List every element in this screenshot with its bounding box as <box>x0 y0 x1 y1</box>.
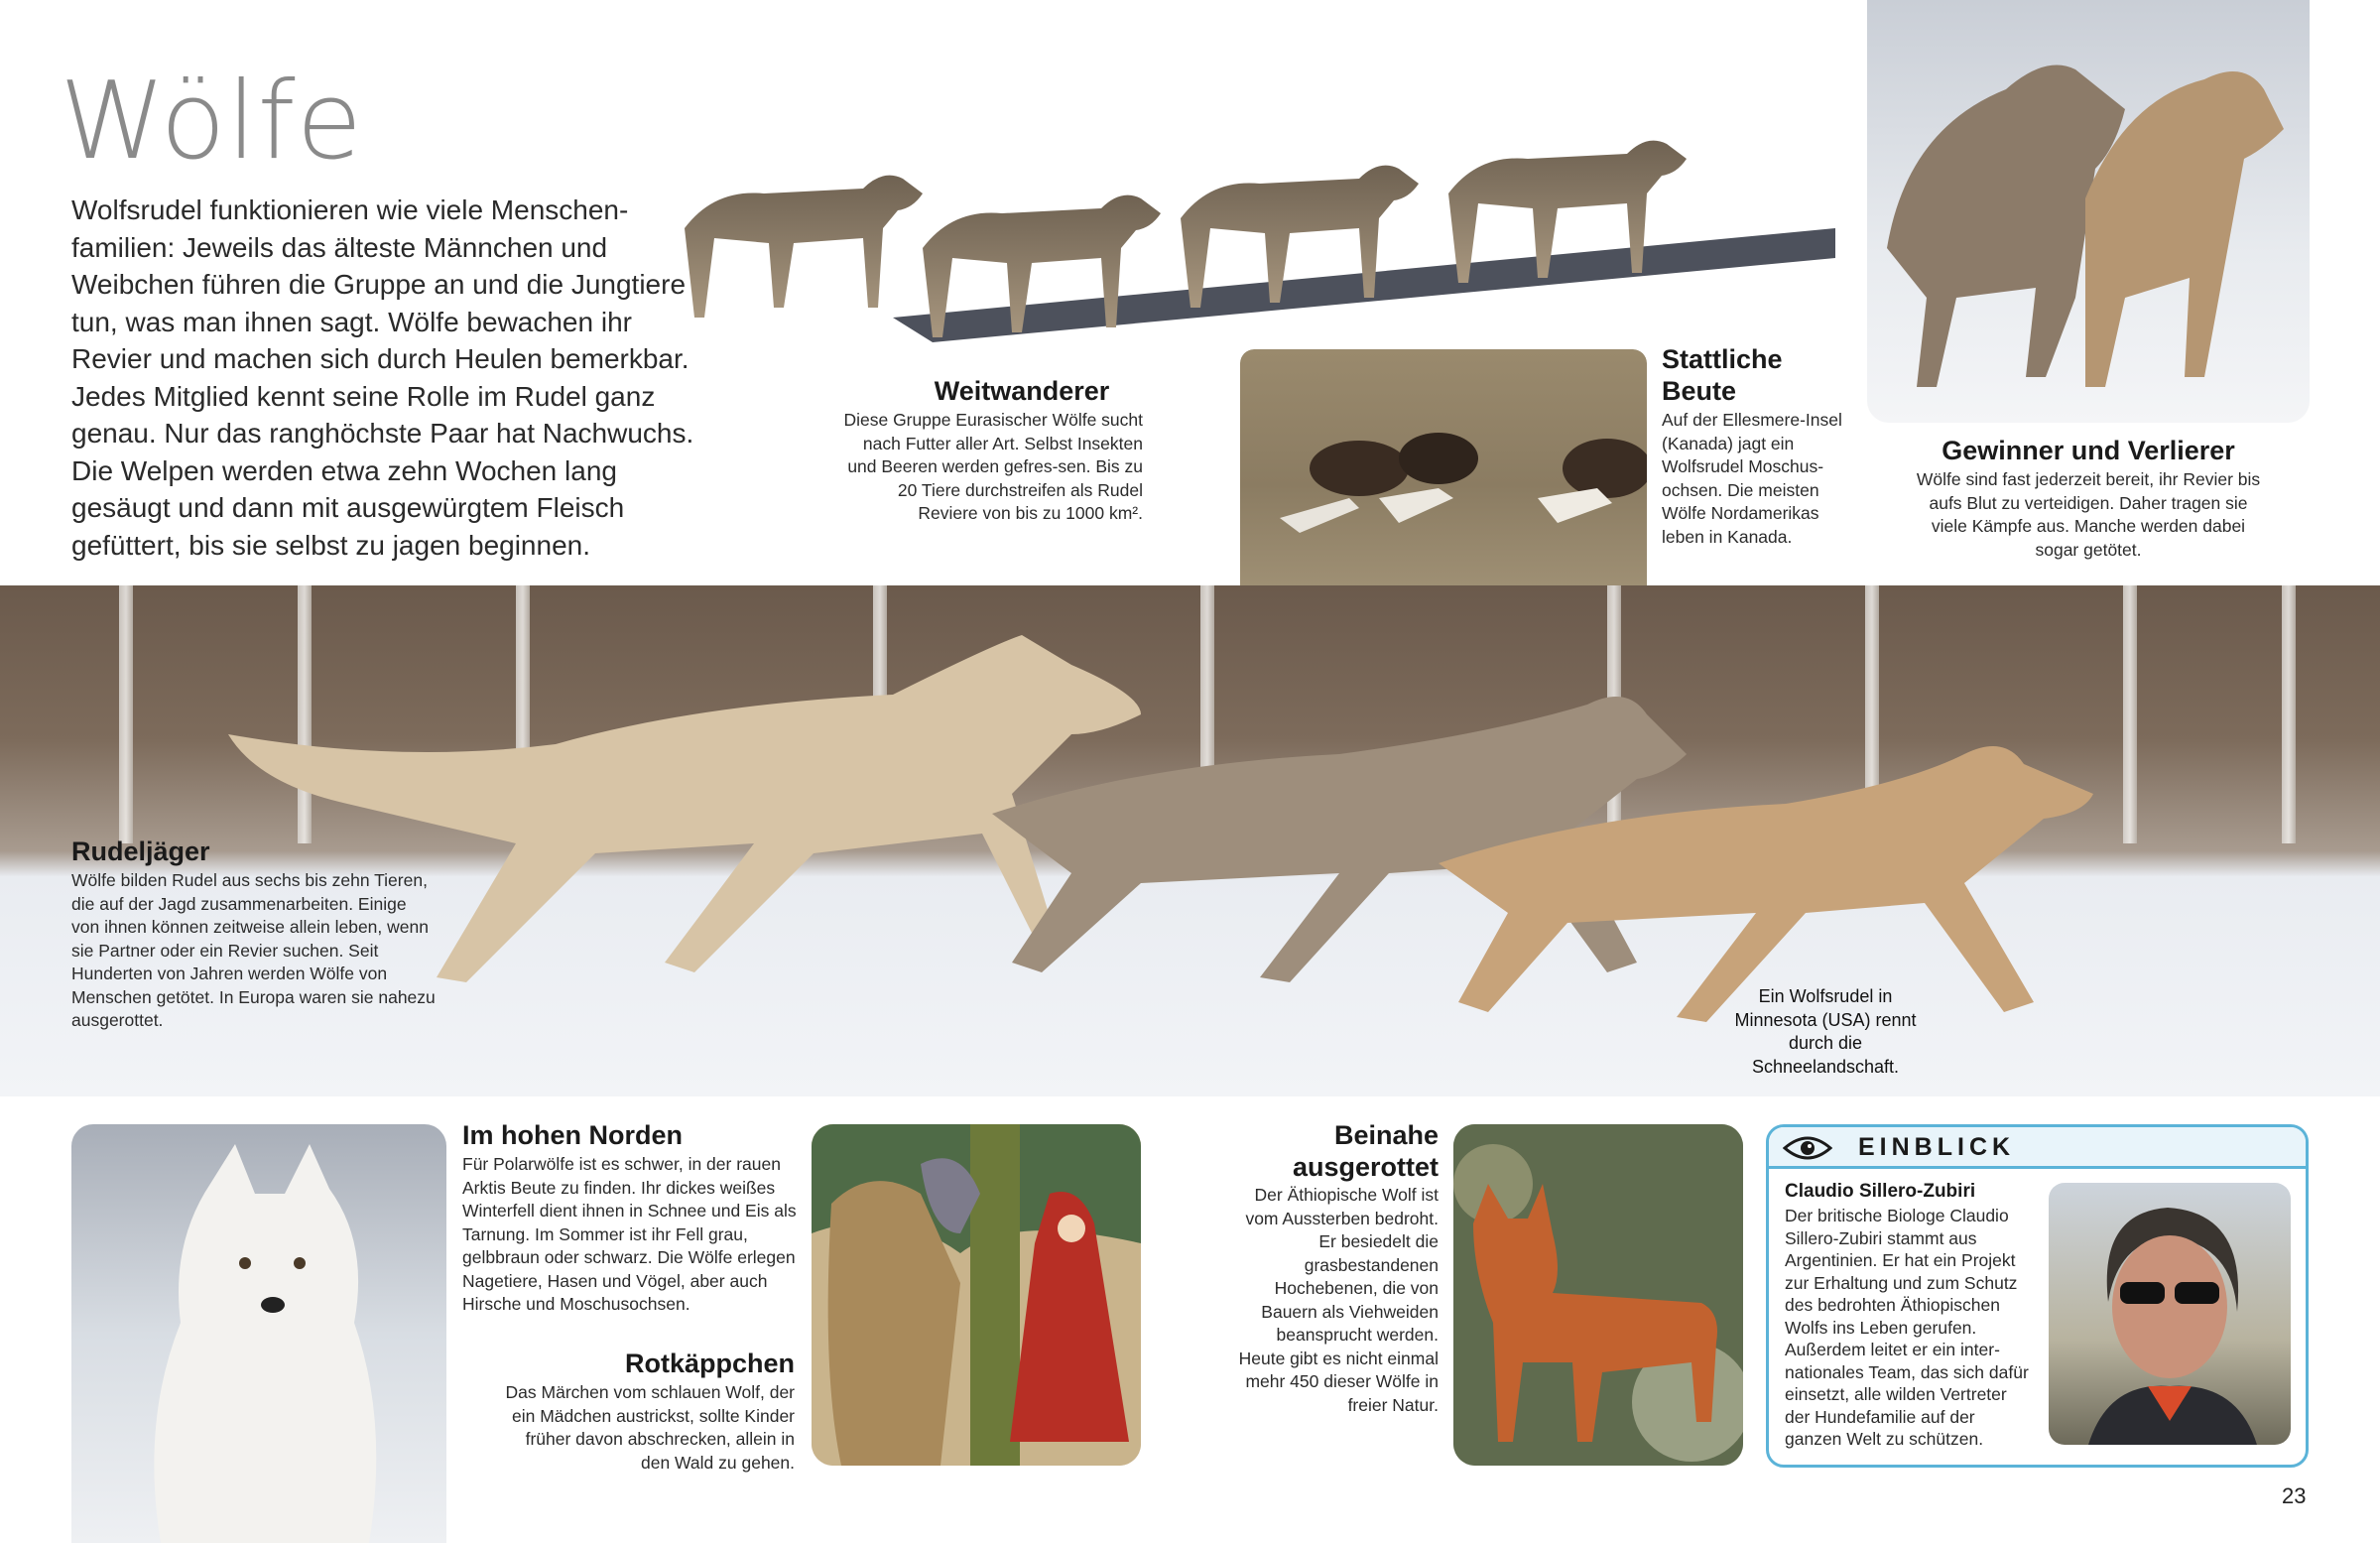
rotkaeppchen-heading: Rotkäppchen <box>624 1349 795 1378</box>
portrait-photo <box>2049 1183 2291 1445</box>
weitwanderer-text: Diese Gruppe Eurasischer Wölfe sucht nach Futter aller Art. Selbst Insekten und Beeren werden gefres-sen. Bis zu 20 Tiere durchstreifen als Rudel Reviere von bis zu 1000 km². <box>843 410 1143 523</box>
arctic-wolf-image <box>71 1124 446 1543</box>
page-title: Wölfe <box>60 60 364 184</box>
gewinner-heading: Gewinner und Verlierer <box>1942 436 2235 465</box>
stattliche-text: Auf der Ellesmere-Insel (Kanada) jagt ein Wolfsrudel Moschus-ochsen. Die meisten Wölfe Nordamerikas leben in Kanada. <box>1662 410 1842 547</box>
minnesota-caption: Ein Wolfsrudel in Minnesota (USA) rennt durch die Schneelandschaft. <box>1734 986 1917 1077</box>
beinahe-heading-1: Beinahe <box>1333 1120 1439 1150</box>
rudeljaeger-text: Wölfe bilden Rudel aus sechs bis zehn Tieren, die auf der Jagd zusammenarbeiten. Einige von ihnen können zeitweise allein leben, wenn sie Partner oder ein Revier suchen. Seit Hunderten von Jahren werden Wölfe von Menschen getötet. In Europa waren sie nahezu ausgerottet. <box>71 870 436 1030</box>
stattliche-heading-1: Stattliche <box>1662 344 1783 374</box>
ethiopian-wolf-image <box>1453 1124 1743 1466</box>
beinahe-heading-2: ausgerottet <box>1292 1152 1439 1182</box>
einblick-person-name: Claudio Sillero-Zubiri <box>1785 1181 1976 1202</box>
intro-paragraph: Wolfsrudel funktionieren wie viele Menschen-familien: Jeweils das älteste Männchen und Weibchen führen die Gruppe an und die Jungtiere tun, was man ihnen sagt. Wölfe bewachen ihr Revier und machen sich durch Heulen bemerkbar. Jedes Mitglied kennt seine Rolle im Rudel ganz genau. Nur das ranghöchste Paar hat Nachwuchs. Die Welpen werden etwa zehn Wochen lang gesäugt und dann mit ausgewürgtem Fleisch gefüttert, bis sie selbst zu jagen beginnen. <box>71 194 694 561</box>
musk-ox-hunt-image <box>1240 349 1647 621</box>
rotkaeppchen-text: Das Märchen vom schlauen Wolf, der ein Mädchen austrickst, sollte Kinder früher davon abschrecken, allein in den Wald zu gehen. <box>505 1382 795 1473</box>
fighting-wolves-image <box>1867 0 2310 423</box>
gewinner-text: Wölfe sind fast jederzeit bereit, ihr Revier bis aufs Blut zu verteidigen. Daher tragen sie viele Kämpfe aus. Manche werden dabei sogar getötet. <box>1916 469 2261 560</box>
einblick-box <box>1766 1124 2309 1468</box>
red-riding-hood-image <box>812 1124 1141 1466</box>
stattliche-heading-2: Beute <box>1662 376 1737 406</box>
einblick-text: Der britische Biologe Claudio Sillero-Zubiri stammt aus Argentinien. Er hat ein Projekt zur Erhaltung und zum Schutz des bedrohten Äthiopischen Wolfs ins Leben gerufen. Außerdem leitet er ein inter-nationales Team, das sich dafür einsetzt, alle wilden Vertreter der Hundefamilie auf der ganzen Welt zu schützen. <box>1785 1206 2029 1449</box>
norden-text: Für Polarwölfe ist es schwer, in der rauen Arktis Beute zu finden. Ihr dickes weißes Winterfell dient ihnen in Schnee und Eis als Tarnung. Im Sommer ist ihr Fell grau, gelbbraun oder schwarz. Die Wölfe erlegen Nagetiere, Hasen und Vögel, aber auch Hirsche und Moschusochsen. <box>462 1154 797 1314</box>
wandering-wolves-image <box>675 109 1845 357</box>
einblick-label: EINBLICK <box>1858 1133 2016 1161</box>
eye-icon <box>1783 1134 1832 1162</box>
beinahe-text: Der Äthiopische Wolf ist vom Aussterben bedroht. Er besiedelt die grasbestandenen Hochebenen, die von Bauern als Viehweiden beansprucht werden. Heute gibt es nicht einmal mehr 450 dieser Wölfe in freier Natur. <box>1238 1185 1439 1415</box>
norden-heading: Im hohen Norden <box>462 1120 683 1150</box>
einblick-header <box>1769 1127 2306 1169</box>
page-number: 23 <box>2282 1483 2307 1508</box>
rudeljaeger-heading: Rudeljäger <box>71 836 210 866</box>
weitwanderer-heading: Weitwanderer <box>934 376 1110 406</box>
